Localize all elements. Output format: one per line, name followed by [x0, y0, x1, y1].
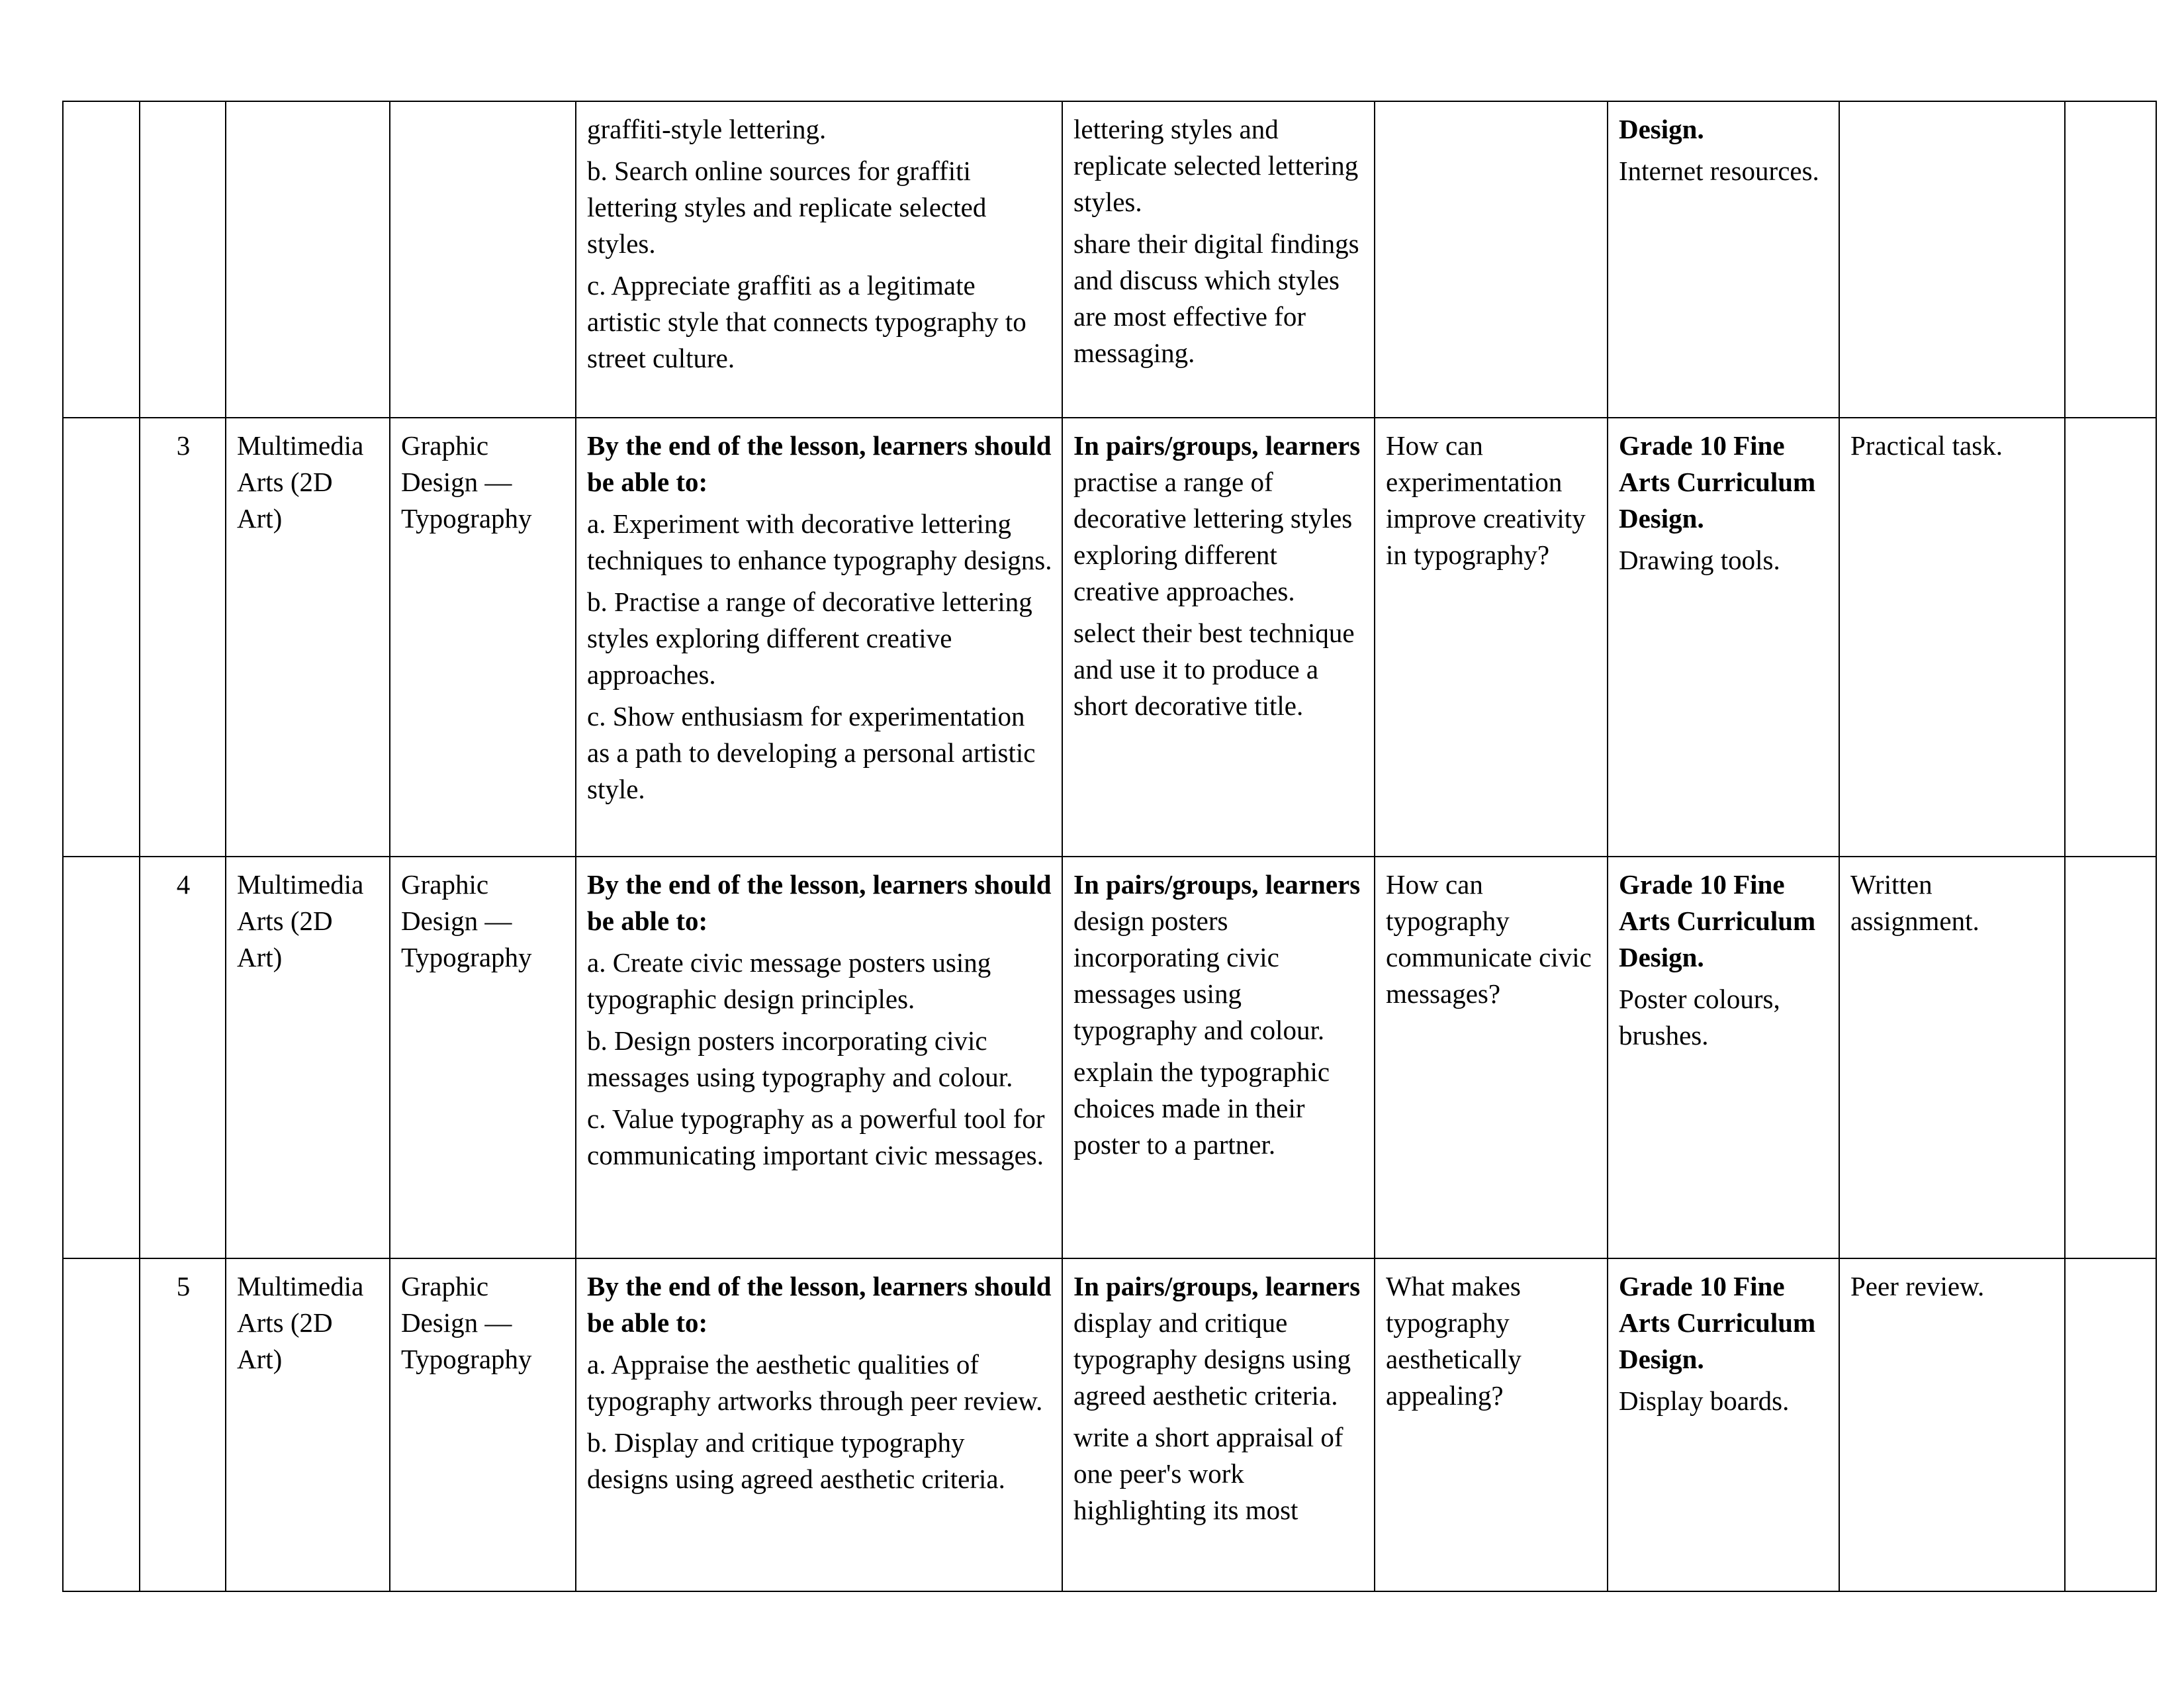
- experience-text: select their best technique and use it to produce a short decorative title.: [1073, 618, 1355, 721]
- experience-text: [1073, 1268, 1365, 1414]
- outcome-text: b. Design posters incorporating civic messages using typography and colour.: [587, 1025, 1013, 1092]
- assessment-cell: Peer review.: [1839, 1258, 2065, 1591]
- strand-cell: Multimedia Arts (2D Art): [226, 857, 390, 1258]
- outcome-text: b. Display and critique typography designs using agreed aesthetic criteria.: [587, 1427, 1005, 1494]
- week-cell: [63, 857, 140, 1258]
- resources-text: Internet resources.: [1619, 156, 1819, 186]
- key-inquiry-question-cell: [1375, 101, 1608, 418]
- resources-heading: Design.: [1619, 114, 1704, 144]
- experience-body: practise a range of decorative lettering styles exploring different creative approaches.: [1073, 467, 1353, 606]
- outcome-text: c. Value typography as a powerful tool for communicating important civic messages.: [587, 1103, 1045, 1170]
- table-row: [63, 857, 2156, 1258]
- outcome-text: c. Show enthusiasm for experimentation as a path to developing a personal artistic style.: [587, 701, 1036, 804]
- learning-resources-cell: [1608, 857, 1839, 1258]
- experience-lead: In pairs/groups, learners: [1073, 869, 1361, 900]
- experience-body: display and critique typography designs using agreed aesthetic criteria.: [1073, 1307, 1351, 1411]
- outcome-text: c. Appreciate graffiti as a legitimate artistic style that connects typography to street culture.: [587, 270, 1026, 373]
- scheme-of-work-table: [62, 101, 2157, 1592]
- outcomes-heading: By the end of the lesson, learners should be able to:: [587, 1271, 1052, 1338]
- sub-strand-cell: Graphic Design — Typography: [390, 418, 576, 857]
- resources-text: Poster colours, brushes.: [1619, 984, 1780, 1051]
- sub-strand-cell: Graphic Design — Typography: [390, 1258, 576, 1591]
- remarks-cell: [2065, 101, 2156, 418]
- experience-text: [1073, 428, 1365, 610]
- remarks-cell: [2065, 857, 2156, 1258]
- experience-text: write a short appraisal of one peer's work highlighting its most: [1073, 1422, 1343, 1525]
- outcome-text: a. Appraise the aesthetic qualities of typography artworks through peer review.: [587, 1349, 1043, 1416]
- table-row: [63, 418, 2156, 857]
- outcome-text: a. Experiment with decorative lettering techniques to enhance typography designs.: [587, 508, 1052, 575]
- learning-experiences-cell: [1062, 857, 1375, 1258]
- outcome-text: b. Practise a range of decorative lettering styles exploring different creative approaches.: [587, 586, 1032, 690]
- resources-heading: Grade 10 Fine Arts Curriculum Design.: [1619, 869, 1816, 972]
- learning-outcomes-cell: [576, 1258, 1062, 1591]
- remarks-cell: [2065, 1258, 2156, 1591]
- outcome-text: b. Search online sources for graffiti lettering styles and replicate selected styles.: [587, 156, 987, 259]
- sub-strand-cell: Graphic Design — Typography: [390, 857, 576, 1258]
- learning-resources-cell: [1608, 1258, 1839, 1591]
- assessment-cell: [1839, 101, 2065, 418]
- learning-outcomes-cell: [576, 857, 1062, 1258]
- lesson-cell: 3: [140, 418, 226, 857]
- key-inquiry-question-cell: How can experimentation improve creativity in typography?: [1375, 418, 1608, 857]
- experience-lead: In pairs/groups, learners: [1073, 1271, 1361, 1301]
- key-inquiry-question-cell: How can typography communicate civic messages?: [1375, 857, 1608, 1258]
- lesson-cell: 4: [140, 857, 226, 1258]
- experience-lead: In pairs/groups, learners: [1073, 430, 1361, 461]
- experience-text: explain the typographic choices made in their poster to a partner.: [1073, 1056, 1330, 1160]
- experience-text: share their digital findings and discuss which styles are most effective for messaging.: [1073, 228, 1359, 368]
- experience-body: design posters incorporating civic messages using typography and colour.: [1073, 906, 1325, 1045]
- experience-text: lettering styles and replicate selected lettering styles.: [1073, 114, 1359, 217]
- lesson-cell: [140, 101, 226, 418]
- lesson-cell: 5: [140, 1258, 226, 1591]
- learning-outcomes-cell: [576, 418, 1062, 857]
- remarks-cell: [2065, 418, 2156, 857]
- strand-cell: Multimedia Arts (2D Art): [226, 1258, 390, 1591]
- assessment-cell: Practical task.: [1839, 418, 2065, 857]
- resources-text: Display boards.: [1619, 1385, 1790, 1416]
- assessment-cell: Written assignment.: [1839, 857, 2065, 1258]
- learning-resources-cell: [1608, 101, 1839, 418]
- outcomes-heading: By the end of the lesson, learners should be able to:: [587, 869, 1052, 936]
- learning-experiences-cell: [1062, 101, 1375, 418]
- resources-heading: Grade 10 Fine Arts Curriculum Design.: [1619, 1271, 1816, 1374]
- week-cell: [63, 418, 140, 857]
- strand-cell: Multimedia Arts (2D Art): [226, 418, 390, 857]
- experience-text: [1073, 867, 1365, 1049]
- strand-cell: [226, 101, 390, 418]
- resources-heading: Grade 10 Fine Arts Curriculum Design.: [1619, 430, 1816, 534]
- key-inquiry-question-cell: What makes typography aesthetically appealing?: [1375, 1258, 1608, 1591]
- table-row: [63, 101, 2156, 418]
- outcomes-heading: By the end of the lesson, learners should be able to:: [587, 430, 1052, 497]
- week-cell: [63, 1258, 140, 1591]
- sub-strand-cell: [390, 101, 576, 418]
- table-row: [63, 1258, 2156, 1591]
- resources-text: Drawing tools.: [1619, 545, 1780, 575]
- outcome-text: a. Create civic message posters using typographic design principles.: [587, 947, 991, 1014]
- learning-experiences-cell: [1062, 1258, 1375, 1591]
- learning-outcomes-cell: [576, 101, 1062, 418]
- week-cell: [63, 101, 140, 418]
- learning-experiences-cell: [1062, 418, 1375, 857]
- outcome-text: graffiti-style lettering.: [587, 114, 827, 144]
- learning-resources-cell: [1608, 418, 1839, 857]
